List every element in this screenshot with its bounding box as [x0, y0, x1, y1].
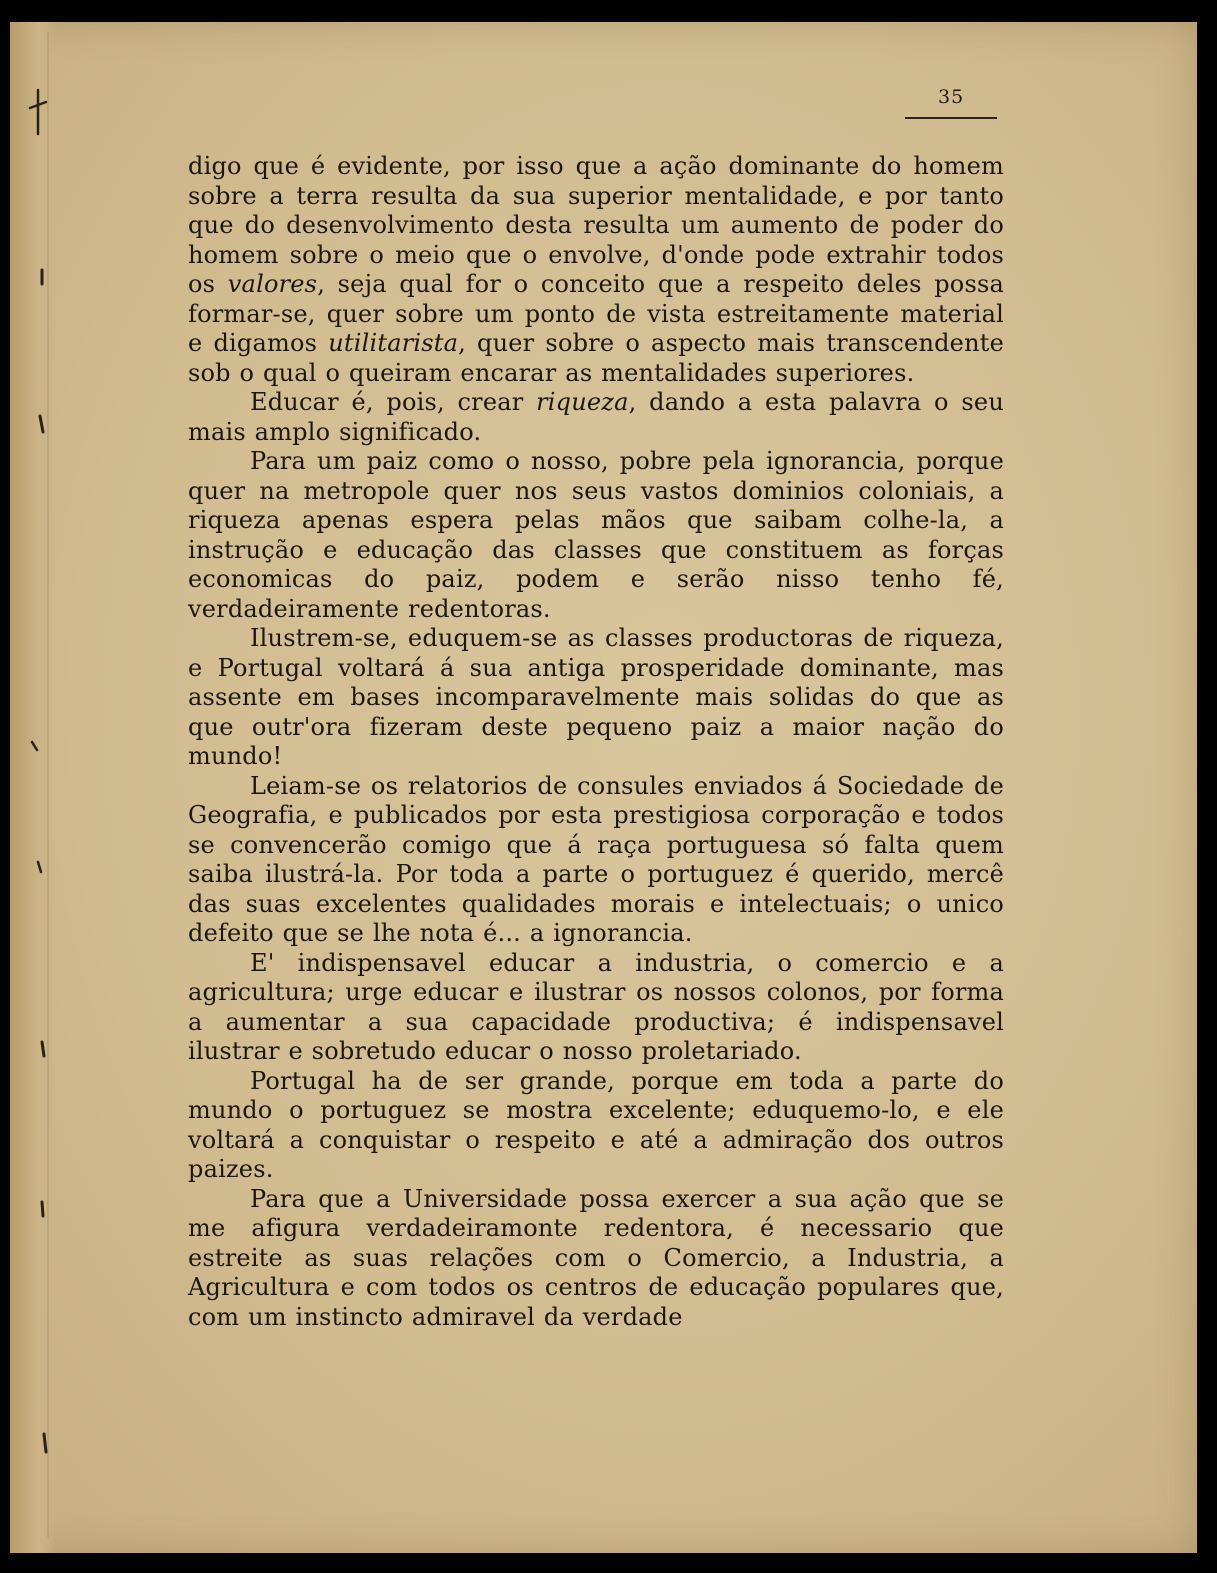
header-rule [905, 117, 997, 119]
binding-thread-mark [32, 742, 37, 750]
text-run: digo que é evidente, por isso que a ação dominante do homem sobre a terra resulta da sua superior mentalidade, e por tanto que do desenvolvimento desta resulta um aumento de poder do homem sobre o meio que o envolve, d'onde pode extrahir todos os [188, 152, 1004, 298]
page-number: 35 [938, 86, 965, 108]
text-run: Educar é, pois, crear [250, 388, 537, 416]
paragraph: Para um paiz como o nosso, pobre pela ignorancia, porque quer na metropole quer nos seus vastos dominios coloniais, a riqueza apenas espera pelas mãos que saibam colhe-la, a instrução e educação das classes que constituem as forças economicas do paiz, podem e serão nisso tenho fé, verdadeiramente redentoras. [188, 447, 1004, 623]
binding-thread-mark [38, 862, 41, 872]
text-run: , quer sobre o aspecto mais transcendente sob o qual o queiram encarar as mentalidades superiores. [188, 329, 1004, 387]
book-page [10, 22, 1197, 1553]
italic-term: valores [227, 270, 318, 298]
paragraph: Para que a Universidade possa exercer a sua ação que se me afigura verdadeiramonte redentora, é necessario que estreite as suas relações com o Comercio, a Industria, a Agricultura e com todos os centros de educação populares que, com um instincto admiravel da verdade [188, 1184, 1004, 1331]
binding-thread-mark [42, 1042, 44, 1056]
binding-thread-mark [40, 416, 43, 432]
binding-marks [10, 22, 70, 1553]
text-run: , seja qual for o conceito que a respeito deles possa formar-se, quer sobre um ponto de vista estreitamente material e digamos [188, 270, 1004, 357]
paragraph: Leiam-se os relatorios de consules enviados á Sociedade de Geografia, e publicados por esta prestigiosa corporação e todos se convencerão comigo que á raça portuguesa só falta quem saiba ilustrá-la. Por toda a parte o portuguez é querido, mercê das suas excelentes qualidades morais e intelectuais; o unico defeito que se lhe nota é... a ignorancia. [188, 771, 1004, 947]
paragraph: Ilustrem-se, eduquem-se as classes productoras de riqueza, e Portugal voltará á sua antiga prosperidade dominante, mas assente em bases incomparavelmente mais solidas do que as que outr'ora fizeram deste pequeno paiz a maior nação do mundo! [188, 624, 1004, 770]
paragraph: E' indispensavel educar a industria, o comercio e a agricultura; urge educar e ilustrar os nossos colonos, por forma a aumentar a sua capacidade productiva; é indispensavel ilustrar e sobretudo educar o nosso proletariado. [188, 948, 1004, 1065]
paragraph: Portugal ha de ser grande, porque em toda a parte do mundo o portuguez se mostra excelente; eduquemo-lo, e ele voltará a conquistar o respeito e até a admiração dos outros paizes. [188, 1066, 1004, 1183]
binding-thread-mark [42, 1202, 43, 1216]
body-text [188, 152, 1004, 1332]
text-run: , dando a esta palavra o seu mais amplo significado. [188, 388, 1004, 446]
italic-term: utilitarista [328, 329, 459, 357]
binding-thread-mark [44, 1434, 46, 1452]
paragraph [188, 388, 1004, 447]
paragraph [188, 152, 1004, 388]
italic-term: riqueza [536, 388, 629, 416]
